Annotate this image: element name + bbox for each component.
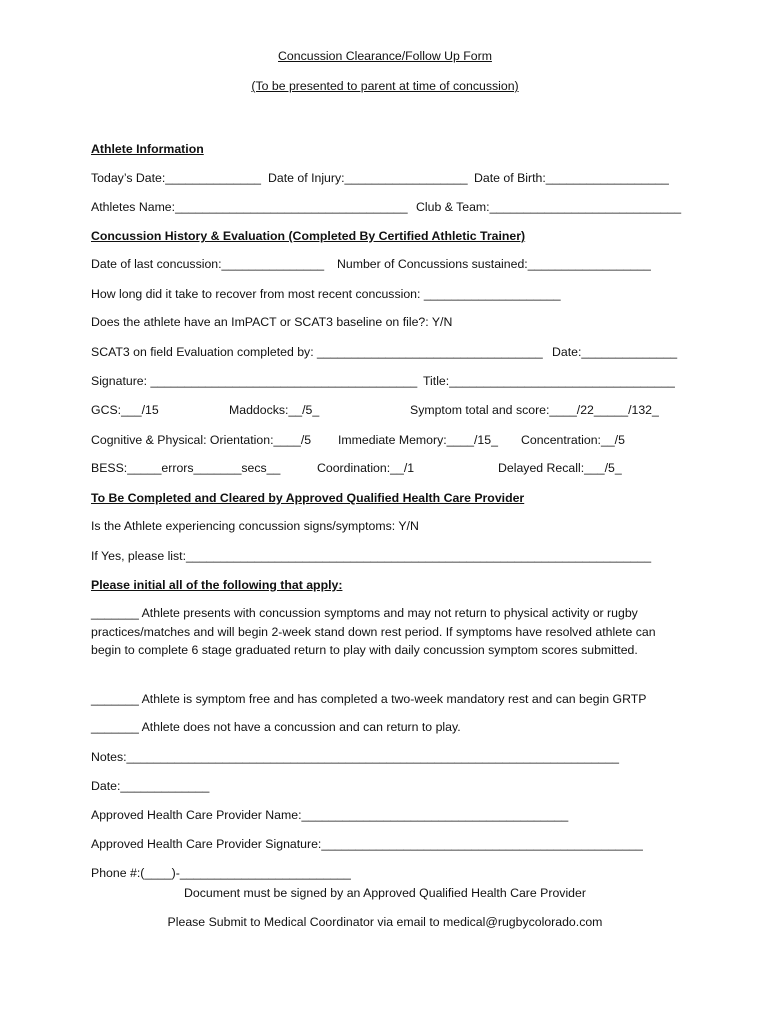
club-team-field[interactable]: Club & Team:____________________________ — [416, 200, 682, 214]
immediate-memory-score[interactable]: Immediate Memory:____/15_ — [338, 433, 498, 447]
baseline-question[interactable]: Does the athlete have an ImPACT or SCAT3 baseline on file?: Y/N — [91, 315, 453, 329]
symptom-total-score[interactable]: Symptom total and score:____/22_____/132_ — [410, 403, 659, 417]
gcs-score[interactable]: GCS:___/15 — [91, 403, 159, 417]
number-concussions-field[interactable]: Number of Concussions sustained:__________________ — [337, 257, 651, 271]
option-symptom-free[interactable]: _______ Athlete is symptom free and has completed a two-week mandatory rest and can begin GRTP — [91, 692, 647, 706]
form-subtitle: (To be presented to parent at time of concussion) — [251, 79, 519, 93]
option-rest-period[interactable]: _______ Athlete presents with concussion symptoms and may not return to physical activity or rugby practices/matches and will begin 2-week stand down rest period. If symptoms have resolved athlete can begin to complete 6 stage graduated return to play with daily concussion symptom scores submitted. — [91, 606, 656, 657]
last-concussion-field[interactable]: Date of last concussion:_______________ — [91, 257, 325, 271]
date-field[interactable]: Date:_____________ — [91, 779, 210, 793]
option-no-concussion[interactable]: _______ Athlete does not have a concussion and can return to play. — [91, 720, 461, 734]
scat3-date-field[interactable]: Date:______________ — [552, 345, 678, 359]
phone-field[interactable]: Phone #:(____)-_________________________ — [91, 866, 351, 880]
date-of-injury-field[interactable]: Date of Injury:__________________ — [268, 171, 468, 185]
history-heading: Concussion History & Evaluation (Completed By Certified Athletic Trainer) — [91, 229, 526, 243]
provider-heading: To Be Completed and Cleared by Approved Qualified Health Care Provider — [91, 491, 525, 505]
bess-score[interactable]: BESS:_____errors_______secs__ — [91, 461, 281, 475]
submit-notice: Please Submit to Medical Coordinator via email to medical@rugbycolorado.com — [167, 915, 603, 929]
orientation-score[interactable]: Cognitive & Physical: Orientation:____/5 — [91, 433, 312, 447]
initial-heading: Please initial all of the following that apply: — [91, 578, 343, 592]
provider-name-field[interactable]: Approved Health Care Provider Name:_______________________________________ — [91, 808, 569, 822]
title-field[interactable]: Title:_________________________________ — [423, 374, 675, 388]
maddocks-score[interactable]: Maddocks:__/5_ — [229, 403, 320, 417]
form-title: Concussion Clearance/Follow Up Form — [278, 49, 492, 63]
recovery-time-field[interactable]: How long did it take to recover from most recent concussion: ____________________ — [91, 287, 561, 301]
signed-notice: Document must be signed by an Approved Qualified Health Care Provider — [184, 886, 586, 900]
concentration-score[interactable]: Concentration:__/5 — [521, 433, 625, 447]
athlete-info-heading: Athlete Information — [91, 142, 204, 156]
delayed-recall-score[interactable]: Delayed Recall:___/5_ — [498, 461, 622, 475]
todays-date-field[interactable]: Today’s Date:______________ — [91, 171, 262, 185]
signature-field[interactable]: Signature: _______________________________________ — [91, 374, 418, 388]
symptoms-list-field[interactable]: If Yes, please list:____________________________________________________________________ — [91, 549, 652, 563]
provider-signature-field[interactable]: Approved Health Care Provider Signature:_______________________________________________ — [91, 837, 643, 851]
date-of-birth-field[interactable]: Date of Birth:__________________ — [474, 171, 669, 185]
coordination-score[interactable]: Coordination:__/1 — [317, 461, 415, 475]
scat3-completed-by-field[interactable]: SCAT3 on field Evaluation completed by: _________________________________ — [91, 345, 543, 359]
notes-field[interactable]: Notes:________________________________________________________________________ — [91, 750, 619, 764]
athletes-name-field[interactable]: Athletes Name:__________________________________ — [91, 200, 408, 214]
symptoms-question[interactable]: Is the Athlete experiencing concussion signs/symptoms: Y/N — [91, 519, 419, 533]
